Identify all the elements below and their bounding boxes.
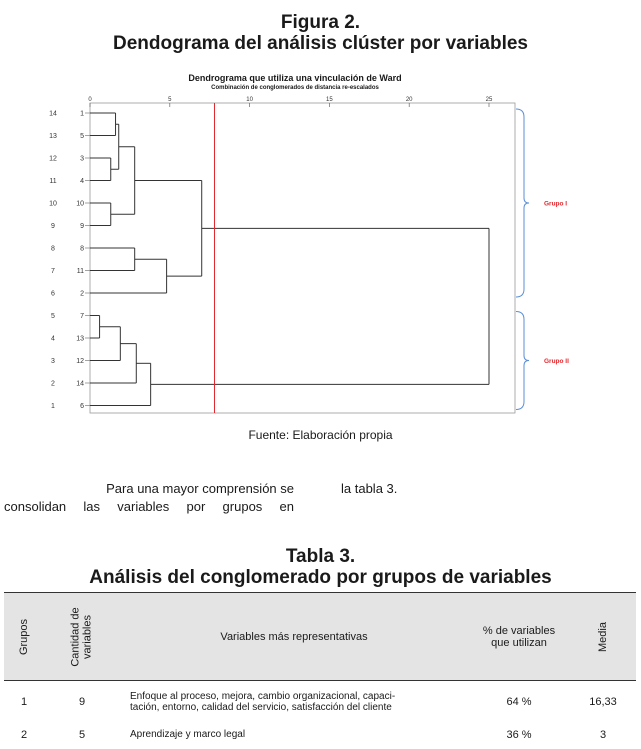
cell-variables: Enfoque al proceso, mejora, cambio organizacional, capaci- tación, entorno, calidad del servicio, satisfacción del cliente: [130, 690, 396, 713]
table-heading: [0, 546, 641, 588]
header-grupos: [4, 593, 44, 681]
table-title: Análisis del conglomerado por grupos de variables: [89, 567, 552, 588]
leaf-label: 11: [76, 268, 84, 275]
leaf-label: 8: [80, 245, 84, 253]
paragraph-line-1: Para una mayor comprensión se: [106, 481, 294, 496]
groups-table: [4, 592, 636, 747]
leaf-label: 1: [80, 110, 84, 118]
cell-grupo: 2: [20, 728, 28, 741]
row-number-label: 8: [51, 245, 55, 253]
row-number-label: 5: [51, 313, 55, 320]
table-row: [4, 681, 636, 723]
leaf-label: 4: [80, 178, 84, 185]
figure-label: Figura 2.: [280, 12, 361, 33]
row-number-label: 7: [51, 268, 55, 275]
plot-frame: [90, 103, 515, 413]
cell-cantidad: 5: [78, 728, 86, 741]
row-number-label: 13: [49, 133, 57, 140]
row-number-label: 9: [51, 223, 55, 230]
header-variables: Variables más representativas: [120, 593, 468, 681]
header-media-label: Media: [597, 621, 609, 652]
group-bracket: [516, 312, 529, 410]
header-cantidad: [44, 593, 120, 681]
row-number-label: 11: [49, 178, 57, 185]
leaf-label: 13: [76, 335, 84, 343]
leaf-label: 6: [80, 403, 84, 410]
group-label: Grupo I: [544, 200, 568, 208]
x-tick-label: 5: [168, 97, 172, 103]
leaf-label: 2: [80, 290, 84, 298]
leaf-label: 7: [80, 313, 84, 320]
leaf-label: 5: [80, 133, 84, 140]
x-tick-label: 15: [326, 97, 333, 103]
cell-pct: 64 %: [506, 695, 532, 708]
row-number-label: 14: [49, 110, 57, 118]
row-number-label: 12: [49, 155, 57, 163]
group-label: Grupo II: [544, 358, 569, 365]
header-cantidad-label: Cantidad de variables: [69, 606, 94, 667]
cell-media: 3: [599, 728, 607, 741]
x-tick-label: 25: [485, 97, 493, 103]
header-media: [570, 593, 636, 681]
leaf-label: 3: [80, 155, 84, 163]
cell-media: 16,33: [589, 695, 617, 708]
row-number-label: 3: [51, 358, 55, 365]
row-number-label: 10: [49, 200, 57, 208]
x-tick-label: 0: [88, 97, 92, 103]
x-tick-label: 20: [405, 97, 413, 103]
table-row: [4, 723, 636, 747]
header-pct: % de variables que utilizan: [468, 593, 570, 681]
cell-grupo: 1: [20, 695, 28, 708]
leaf-label: 9: [80, 223, 84, 230]
figure-source: Fuente: Elaboración propia: [248, 428, 393, 442]
leaf-label: 14: [76, 380, 84, 388]
table-label: Tabla 3.: [285, 546, 356, 567]
row-number-label: 1: [51, 403, 55, 410]
row-number-label: 6: [51, 290, 55, 298]
group-bracket: [516, 109, 529, 297]
header-grupos-label: Grupos: [17, 618, 30, 655]
cell-cantidad: 9: [78, 695, 86, 708]
row-number-label: 4: [51, 335, 55, 343]
x-tick-label: 10: [246, 97, 253, 103]
table-header-row: [4, 593, 636, 681]
cell-variables: Aprendizaje y marco legal: [130, 729, 246, 740]
chart-subtitle: Combinación de conglomerados de distancia re-escalados: [211, 85, 379, 91]
paragraph-right: la tabla 3.: [341, 481, 398, 496]
leaf-label: 10: [76, 200, 84, 208]
row-number-label: 2: [51, 380, 55, 388]
paragraph-line-2: consolidan las variables por grupos en: [4, 499, 294, 514]
figure-title: Dendograma del análisis clúster por variables: [113, 33, 528, 54]
leaf-label: 12: [76, 358, 84, 365]
cell-pct: 36 %: [506, 728, 532, 741]
chart-title: Dendrograma que utiliza una vinculación de Ward: [188, 73, 402, 83]
